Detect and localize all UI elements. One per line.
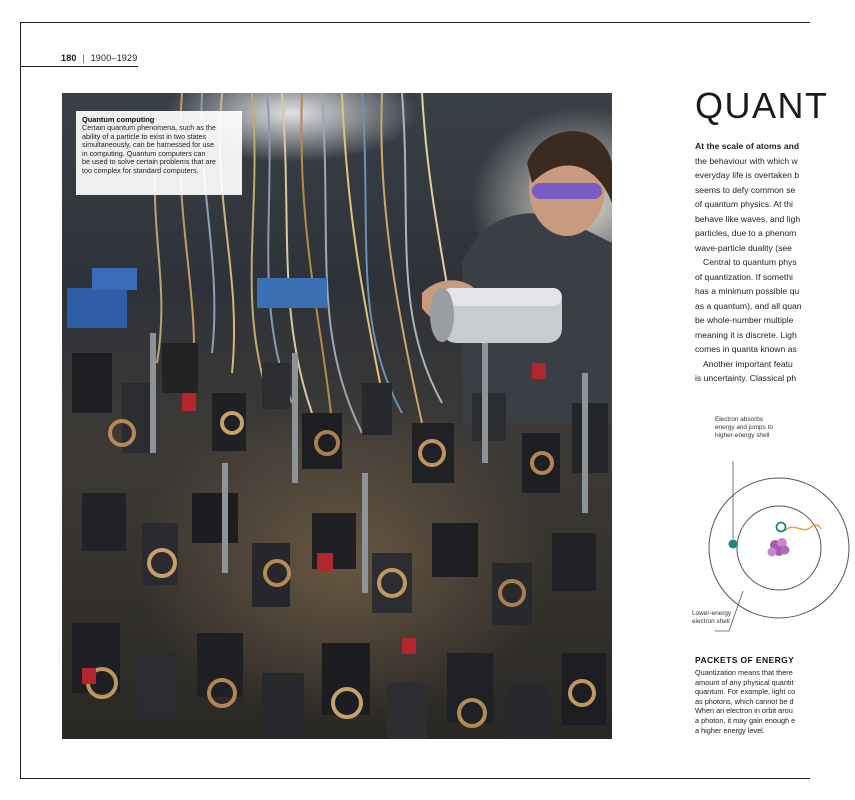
packets-line: Quantization means that there: [695, 668, 793, 677]
body-line: as a quantum), and all quan: [695, 300, 802, 311]
caption-line: be used to solve certain problems that are: [82, 157, 216, 167]
packets-line: a higher energy level.: [695, 725, 765, 735]
body-line: has a minimum possible qu: [695, 286, 800, 296]
caption-line: in computing. Quantum computers can: [82, 148, 206, 158]
photo-caption: [76, 111, 242, 195]
body-line: is uncertainty. Classical ph: [695, 373, 797, 383]
body-line: Central to quantum phys: [703, 257, 797, 267]
label-line: Electron absorbs: [715, 416, 763, 423]
caption-line: too complex for standard computers.: [82, 165, 199, 175]
caption-line: ability of a particle to exist in two states: [82, 131, 207, 141]
label-line: Lower-energy: [692, 610, 732, 617]
page-number: 180: [61, 53, 77, 63]
caption-body: [82, 124, 236, 176]
body-line: seems to defy common se: [695, 184, 796, 195]
label-line: higher-energy shell: [715, 432, 770, 439]
body-line: the behaviour with which w: [695, 155, 798, 166]
body-line: comes in quanta known as: [695, 344, 797, 354]
electron-excited: [729, 540, 738, 549]
body-line: meaning it is discrete. Ligh: [695, 329, 797, 340]
packets-body: [695, 668, 795, 735]
body-line: everyday life is overtaken b: [695, 170, 800, 180]
section-label: 1900–1929: [90, 53, 138, 63]
caption-line: Certain quantum phenomena, such as the: [82, 123, 216, 132]
packets-line: quantum. For example, light co: [695, 687, 796, 697]
article-body: [695, 139, 855, 386]
blue-instrument: [67, 288, 127, 328]
label-line: electron shell: [692, 618, 730, 625]
body-line: wave-particle duality (see: [695, 242, 792, 253]
nucleus: [768, 538, 790, 557]
lab-photo: [62, 93, 612, 739]
folio-separator: |: [82, 53, 85, 63]
body-line: of quantum physics. At thi: [695, 199, 793, 209]
folio: [21, 49, 138, 67]
body-line: of quantization. If somethi: [695, 271, 793, 282]
book-spread: [20, 22, 829, 779]
label-line: energy and jumps to: [715, 424, 773, 431]
lead-text: At the scale of atoms and: [695, 141, 800, 151]
caption-line: simultaneously, can be harnessed for use: [82, 140, 215, 150]
body-line: be whole-number multiple: [695, 315, 794, 325]
body-line: behave like waves, and ligh: [695, 213, 801, 224]
packets-line: a photon, it may gain enough e: [695, 715, 796, 725]
packets-line: as photons, which cannot be d: [695, 696, 794, 706]
label-lower-energy-shell: [692, 610, 731, 626]
label-electron-absorbs: [715, 416, 773, 440]
packets-line: amount of any physical quantit: [695, 677, 794, 687]
body-line: Another important featu: [703, 358, 793, 369]
caption-title: Quantum computing: [82, 115, 155, 124]
safety-goggles: [532, 183, 602, 199]
electron-absorbed: [777, 523, 786, 532]
page-headline: QUANT: [695, 85, 829, 126]
packets-heading: PACKETS OF ENERGY: [695, 655, 795, 665]
packets-line: When an electron in orbit arou: [695, 706, 793, 716]
body-line: particles, due to a phenom: [695, 228, 797, 238]
metal-cylinder: [430, 288, 562, 343]
